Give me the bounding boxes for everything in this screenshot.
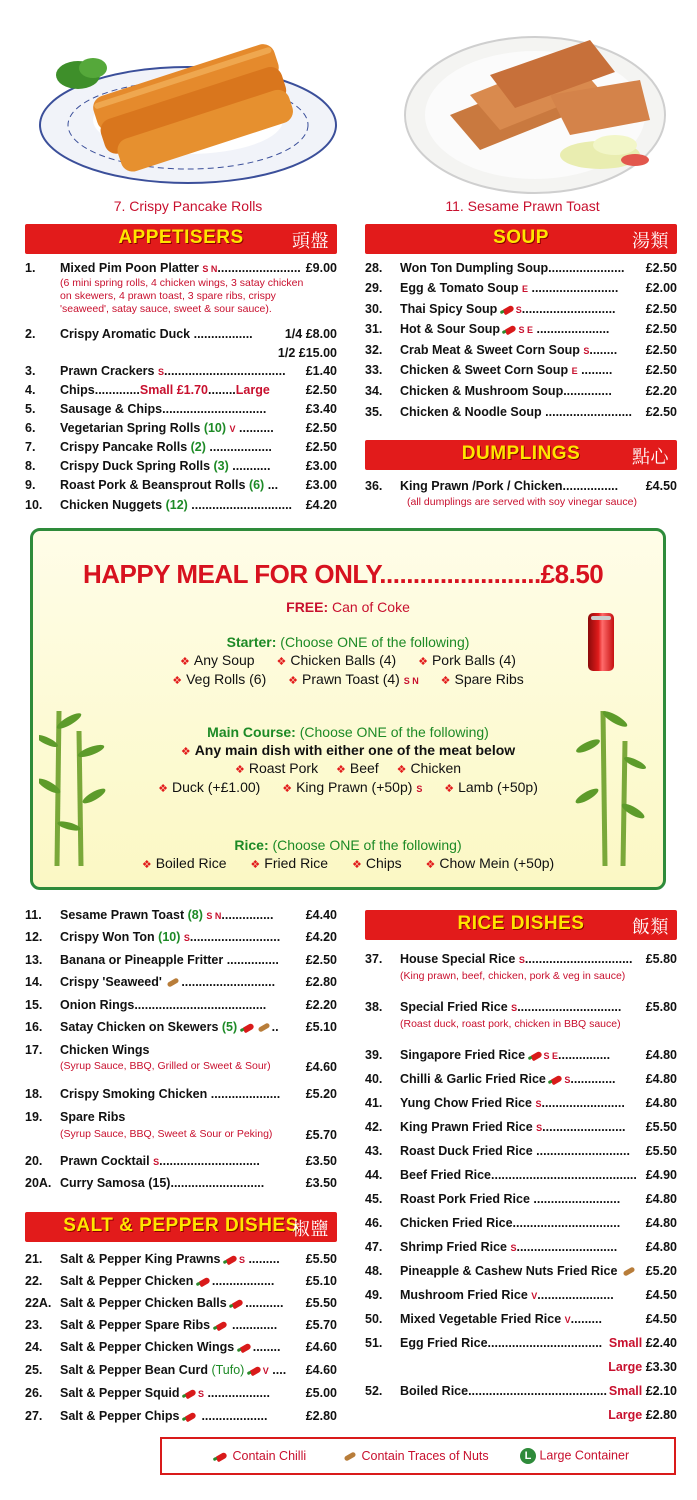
item-number: 19. [25,1110,43,1124]
item-number: 31. [365,322,383,336]
item-number: 24. [25,1340,43,1354]
item-price: £2.50 [645,302,677,316]
item-price: £4.20 [305,930,337,944]
starter-hint: (Choose ONE of the following) [280,634,470,650]
chilli-icon [184,1411,197,1422]
item-number: 20A. [25,1176,52,1190]
option: Prawn Toast (4) [302,671,400,687]
size-label: Small [608,1336,643,1350]
tag-badge: E [522,284,529,294]
item-name: Spare Ribs [60,1110,126,1124]
chilli-icon [215,1320,228,1331]
item-number: 3. [25,364,36,378]
soup-chinese: 湯類 [632,231,669,251]
salt-pepper-header [25,1212,337,1242]
item-name: Crispy Duck Spring Rolls [60,459,211,473]
item-name: Crispy Aromatic Duck [60,327,191,341]
option: Lamb (+50p) [458,779,538,795]
option: Spare Ribs [454,671,524,687]
item-name: Chicken Wings [60,1043,150,1057]
item-number: 39. [365,1048,383,1062]
item-note: (King prawn, beef, chicken, pork & veg in sauce) [400,970,626,982]
nut-icon [257,1023,270,1033]
item-name: House Special Rice [400,952,516,966]
item-name: Pineapple & Cashew Nuts Fried Rice [400,1264,618,1278]
item-price: £2.50 [305,440,337,454]
option: Duck (+£1.00) [171,779,261,795]
chilli-icon [249,1365,262,1376]
item-number: 33. [365,363,383,377]
chilli-icon [239,1342,252,1353]
item-name: Shrimp Fried Rice [400,1240,507,1254]
item-name: Mixed Pim Poon Platter [60,261,199,275]
item-number: 25. [25,1363,43,1377]
item-number: 30. [365,302,383,316]
item-price: £5.00 [305,1386,337,1400]
sesame-prawn-toast-photo [400,20,670,195]
tag-badge: S [518,955,525,965]
item-number: 36. [365,479,383,493]
item-name: Salt & Pepper Chips [60,1409,180,1423]
item-qty: (8) [187,908,203,922]
item-note: (Syrup Sauce, BBQ, Grilled or Sweet & Sour) [60,1060,271,1072]
item-note: (Syrup Sauce, BBQ, Sweet & Sour or Peking) [60,1128,273,1140]
item-name: Crispy Pancake Rolls [60,440,188,454]
crispy-pancake-rolls-photo [38,20,338,195]
item-price: £4.60 [305,1060,337,1074]
item-qty: (2) [190,440,206,454]
salt-pepper-list: 21. Salt & Pepper King Prawns S ......... £5.50 22. Salt & Pepper Chicken .................. £5.10 22A. Salt & Pepper Chicken Balls ........... £5.50 23. Salt & Pepper Spare Ribs ............. £5.70 24. Salt & Pepper Chicken Wings ........ £4.60 25. Salt & Pepper Bean Curd (Tufo) V .... £4.60 26. Salt & Pepper Squid S .................. £5.00 27. Salt & Pepper Chips ................... £2.80 [25,1252,337,1423]
item-name: Prawn Cocktail [60,1154,150,1168]
item-price: £4.80 [645,1048,677,1062]
item-qty: (10) [158,930,181,944]
item-price: £2.50 [645,322,677,336]
rice-dishes-chinese: 飯類 [632,917,669,937]
item-number: 14. [25,975,43,989]
item-name: Crab Meat & Sweet Corn Soup [400,343,580,357]
item-name: Boiled Rice [400,1384,469,1398]
main-course-desc: Any main dish with either one of the meat below [194,742,516,758]
item-number: 20. [25,1154,43,1168]
item-price: £4.50 [645,479,677,493]
item-price: £2.50 [645,363,677,377]
tag-badge: S [535,1099,542,1109]
rice-label: Rice: [234,837,269,853]
salt-pepper-title: SALT & PEPPER DISHES [63,1215,299,1236]
item-price: £5.10 [305,1020,337,1034]
tag-badge: V [229,424,236,434]
item-name: Crispy Smoking Chicken [60,1087,208,1101]
item-number: 40. [365,1072,383,1086]
item-price: £2.20 [305,998,337,1012]
item-name: Prawn Crackers [60,364,155,378]
item-number: 22A. [25,1296,52,1310]
item-qty: (10) [203,421,227,435]
dumplings-title: DUMPLINGS [461,443,581,464]
item-name: Curry Samosa (15) [60,1176,171,1190]
main-course-heading [33,724,663,740]
item-number: 18. [25,1087,43,1101]
item-note: (6 mini spring rolls, 4 chicken wings, 3 satay chicken on skewers, 4 prawn toast, 3 spare ribs, crispy 'seaweed', satay sauce, sweet & sour sauce). [60,277,304,315]
item-price: £4.60 [305,1340,337,1354]
item-name: Onion Rings [60,998,135,1012]
item-number: 35. [365,405,383,419]
item-name: Satay Chicken on Skewers [60,1020,219,1034]
size-label: Large [608,1408,643,1422]
tag-badge: E [571,366,578,376]
item-number: 47. [365,1240,383,1254]
free-label: FREE: [286,599,329,615]
item-name: Salt & Pepper Chicken Wings [60,1340,235,1354]
main-course-label: Main Course: [207,724,296,740]
item-name: Salt & Pepper Chicken Balls [60,1296,227,1310]
item-number: 23. [25,1318,43,1332]
main-course-line: ❖ Any main dish with either one of the meat below [180,742,516,758]
item-number: 4. [25,383,36,397]
right-photo-caption: 11. Sesame Prawn Toast [445,198,600,214]
item-number: 48. [365,1264,383,1278]
item-price: £3.30 [645,1360,677,1374]
item-number: 27. [25,1409,43,1423]
item-number: 9. [25,478,36,492]
left-photo-caption: 7. Crispy Pancake Rolls [113,198,263,214]
option: Chicken [410,760,462,776]
happy-meal-box [30,528,666,890]
item-number: 26. [25,1386,43,1400]
item-name: Crispy Won Ton [60,930,155,944]
chilli-icon [225,1254,238,1265]
item-price: £2.10 [645,1384,677,1398]
item-price: £2.50 [645,343,677,357]
tag-badge: S [197,1389,204,1399]
item-name: Crispy 'Seaweed' [60,975,162,989]
item-qty: (5) [221,1020,238,1034]
item-price: £2.40 [645,1336,677,1350]
option: Fried Rice [264,855,329,871]
tag-badge: S N [403,676,419,686]
rice-heading [33,837,663,853]
salt-pepper-chinese: 椒鹽 [292,1219,329,1239]
soup-title: SOUP [493,227,549,248]
tag-badge: S [416,784,423,794]
item-number: 42. [365,1120,383,1134]
item-price: £5.70 [305,1128,337,1142]
item-number: 46. [365,1216,383,1230]
item-name: Salt & Pepper Chicken [60,1274,194,1288]
item-price: £5.20 [645,1264,677,1278]
item-price: £5.20 [305,1087,337,1101]
tag-badge: V [564,1315,571,1325]
tag-badge: S [511,1003,518,1013]
item-price: £4.80 [645,1216,677,1230]
item-name: Hot & Sour Soup [400,322,500,336]
item-name: Egg Fried Rice [400,1336,488,1350]
dumplings-header [365,440,677,470]
item-name: King Prawn /Pork / Chicken [400,479,563,493]
item-number: 2. [25,327,36,341]
starter-options-row1: ❖ Any Soup ❖ Chicken Balls (4) ❖ Pork Balls (4) [180,652,516,668]
item-price: £2.50 [645,261,677,275]
item-note: (Roast duck, roast pork, chicken in BBQ sauce) [400,1018,621,1030]
tag-badge: S E [518,325,533,335]
tag-badge: S N [202,264,218,274]
legend-box [160,1437,676,1475]
tag-badge: S [583,346,590,356]
chilli-icon [505,324,518,335]
chilli-icon [215,1451,228,1462]
rice-dishes-title: RICE DISHES [457,913,585,934]
item-price: £15.00 [298,346,337,360]
item-price: £8.00 [305,327,337,341]
item-price: £2.20 [645,384,677,398]
rice-dishes-header [365,910,677,940]
chilli-icon [231,1298,244,1309]
item-price: £2.80 [305,975,337,989]
size-label: 1/2 [277,346,296,360]
item-name: Egg & Tomato Soup [400,281,519,295]
item-name: Salt & Pepper Bean Curd [60,1363,208,1377]
rice-options-row: ❖ Boiled Rice ❖ Fried Rice ❖ Chips ❖ Chow Mein (+50p) [141,855,555,871]
dumplings-chinese: 點心 [632,447,669,467]
tag-badge: S [183,933,190,943]
item-price: £1.40 [305,364,337,378]
item-name: Thai Spicy Soup [400,302,498,316]
item-price: £4.90 [645,1168,677,1182]
tag-badge: S [510,1243,517,1253]
item-name: Chicken & Mushroom Soup [400,384,564,398]
item-price: £3.50 [305,1154,337,1168]
item-number: 15. [25,998,43,1012]
main-course-hint: (Choose ONE of the following) [299,724,489,740]
legend-chilli: Contain Chilli [232,1449,307,1463]
item-name: Beef Fried Rice [400,1168,492,1182]
item-number: 11. [25,908,42,922]
item-price: £4.60 [305,1363,337,1377]
item-name: Roast Pork Fried Rice [400,1192,530,1206]
legend-nuts: Contain Traces of Nuts [361,1449,489,1463]
item-name: Salt & Pepper Spare Ribs [60,1318,211,1332]
item-number: 52. [365,1384,383,1398]
size-label: Large [608,1360,643,1374]
item-number: 32. [365,343,383,357]
item-name: Chilli & Garlic Fried Rice [400,1072,546,1086]
starter-heading [33,634,663,650]
chilli-icon [551,1074,564,1085]
item-name: Chips [60,383,95,397]
item-price: £5.50 [305,1252,337,1266]
option: King Prawn (+50p) [296,779,413,795]
tag-badge: S [564,1075,571,1085]
item-name: King Prawn Fried Rice [400,1120,533,1134]
more-appetisers-list: 11. Sesame Prawn Toast (8) S N............... £4.40 12. Crispy Won Ton (10) S.......................... £4.20 13. Banana or Pineapple Fritter ............... £2.50 14. Crispy 'Seaweed' ........................... £2.80 15. Onion Rings...................................... £2.20 16. Satay Chicken on Skewers (5) .. £5.10 17. Chicken Wings (Syrup Sauce, BBQ, Grilled or Sweet & Sour) £4.60 18. Crispy Smoking Chicken .................... £5.20 19. Spare Ribs (Syrup Sauce, BBQ, Sweet & Sour or Peking) £5.70 20. Prawn Cocktail S............................. £3.50 20A. Curry Samosa (15)........................... £3.50 [25,908,337,1190]
item-qty: (3) [213,459,229,473]
item-number: 10. [25,498,43,512]
item-name: Special Fried Rice [400,1000,508,1014]
item-price: £4.40 [305,908,337,922]
item-price: £2.50 [305,383,337,397]
item-number: 50. [365,1312,383,1326]
tag-badge: S [158,367,165,377]
item-number: 51. [365,1336,383,1350]
item-number: 28. [365,261,383,275]
option: Roast Pork [248,760,319,776]
dumplings-list: 36. King Prawn /Pork / Chicken................ £4.50 (all dumplings are served with soy vinegar sauce) [365,479,677,508]
item-number: 21. [25,1252,43,1266]
chilli-icon [198,1276,211,1287]
item-name: Chicken & Sweet Corn Soup [400,363,569,377]
item-number: 45. [365,1192,383,1206]
starter-options-row2: ❖ Veg Rolls (6) ❖ Prawn Toast (4) S N ❖ Spare Ribs [172,671,524,687]
item-number: 22. [25,1274,43,1288]
item-name: Banana or Pineapple Fritter [60,953,224,967]
item-qty: (6) [248,478,265,492]
item-price: £2.80 [645,1408,677,1422]
item-name: Chicken & Noodle Soup [400,405,542,419]
item-price: £3.50 [305,1176,337,1190]
item-name: Chicken Fried Rice [400,1216,513,1230]
item-number: 6. [25,421,36,435]
appetisers-title: APPETISERS [118,227,244,248]
option: Chow Mein (+50p) [439,855,555,871]
item-name: Sesame Prawn Toast [60,908,185,922]
legend-large: Large Container [539,1448,630,1463]
item-name: Mixed Vegetable Fried Rice [400,1312,562,1326]
item-price: £5.50 [305,1296,337,1310]
soup-list: 28. Won Ton Dumpling Soup...................... £2.50 29. Egg & Tomato Soup E ......................... £2.00 30. Thai Spicy Soup S........................... £2.50 31. Hot & Sour Soup S E ..................... £2.50 32. Crab Meat & Sweet Corn Soup S........ £2.50 33. Chicken & Sweet Corn Soup E ......... £2.50 34. Chicken & Mushroom Soup.............. £2.20 35. Chicken & Noodle Soup ......................... £2.50 [365,261,677,419]
chilli-icon [530,1050,543,1061]
item-price: £5.50 [645,1120,677,1134]
item-price: £5.80 [645,952,677,966]
tag-badge: V [531,1291,538,1301]
item-qty: (Tufo) [211,1363,245,1377]
item-number: 1. [25,261,36,275]
option: Pork Balls (4) [431,652,516,668]
item-name: Chicken Nuggets [60,498,163,512]
item-price: £4.50 [645,1288,677,1302]
item-price: £3.00 [305,459,337,473]
nut-icon [344,1452,357,1462]
appetisers-chinese: 頭盤 [292,231,329,251]
item-name: Won Ton Dumpling Soup [400,261,549,275]
item-price: £2.50 [305,421,337,435]
item-price: £3.00 [305,478,337,492]
item-price: £4.50 [645,1312,677,1326]
item-price: £5.50 [645,1144,677,1158]
item-number: 37. [365,952,383,966]
item-price: £2.00 [645,281,677,295]
appetisers-list: 1. Mixed Pim Poon Platter S N........................ £9.00 (6 mini spring rolls, 4 chicken wings, 3 satay chicken on skewers, 4 prawn toast, 3 spare ribs, crispy 'seaweed', satay sauce, sweet & sour sauce). 2. Crispy Aromatic Duck ................. 1/4 £8.00 1/2 £15.00 3. Prawn Crackers S................................... £1.40 4. Chips.............Small £1.70........Large £2.50 5. Sausage & Chips.............................. £3.40 6. Vegetarian Spring Rolls (10) V .......... £2.50 7. Crispy Pancake Rolls (2) .................. £2.50 8. Crispy Duck Spring Rolls (3) ........... £3.00 9. Roast Pork & Beansprout Rolls (6) ... £3.00 10. Chicken Nuggets (12) ............................. £4.20 [25,261,337,512]
item-number: 41. [365,1096,383,1110]
item-name: Roast Duck Fried Rice [400,1144,533,1158]
item-price: £5.80 [645,1000,677,1014]
item-note: (all dumplings are served with soy vinegar sauce) [407,496,637,508]
item-price: £9.00 [305,261,337,275]
free-value: Can of Coke [332,599,410,615]
option: Beef [349,760,379,776]
item-number: 44. [365,1168,383,1182]
tag-badge: S N [206,911,222,921]
item-name: Mushroom Fried Rice [400,1288,528,1302]
rice-dishes-list: 37. House Special Rice S............................... £5.80 (King prawn, beef, chicken, pork & veg in sauce) 38. Special Fried Rice S.............................. £5.80 (Roast duck, roast pork, chicken in BBQ sauce) 39. Singapore Fried Rice S E............... £4.80 40. Chilli & Garlic Fried Rice S............. £4.80 41. Yung Chow Fried Rice S........................ £4.80 42. King Prawn Fried Rice S........................ £5.50 43. Roast Duck Fried Rice ........................... £5.50 44. Beef Fried Rice.......................................... £4.90 45. Roast Pork Fried Rice ......................... £4.80 46. Chicken Fried Rice............................... £4.80 47. Shrimp Fried Rice S............................. £4.80 48. Pineapple & Cashew Nuts Fried Rice £5.20 49. Mushroom Fried Rice V...................... £4.50 50. Mixed Vegetable Fried Rice V......... £4.50 51. Egg Fried Rice................................. Small £2.40 Large £3.30 52. Boiled Rice........................................ Small £2.10 Large £2.80 [365,952,677,1427]
tag-badge: S [536,1123,543,1133]
size-label: Small [608,1384,643,1398]
item-name: Yung Chow Fried Rice [400,1096,532,1110]
chilli-icon [502,304,515,315]
item-price: £2.50 [305,953,337,967]
item-number: 13. [25,953,43,967]
nut-icon [622,1267,635,1277]
item-number: 5. [25,402,36,416]
item-name: Vegetarian Spring Rolls [60,421,201,435]
item-price: £2.80 [305,1409,337,1423]
option: Boiled Rice [155,855,227,871]
item-name: Salt & Pepper Squid [60,1386,180,1400]
option: Chips [365,855,402,871]
soup-header [365,224,677,254]
item-price: £4.20 [305,498,337,512]
main-options-row1: ❖ Roast Pork ❖ Beef ❖ Chicken [234,760,462,776]
tag-badge: S [153,1157,160,1167]
option: Any Soup [193,652,255,668]
item-name: Roast Pork & Beansprout Rolls [60,478,246,492]
small-price: Small £1.70 [139,383,208,397]
item-number: 16. [25,1020,43,1034]
item-name: Salt & Pepper King Prawns [60,1252,221,1266]
item-number: 7. [25,440,36,454]
option: Veg Rolls (6) [186,671,267,687]
tag-badge: S [238,1255,245,1265]
item-number: 12. [25,930,43,944]
item-price: £5.10 [305,1274,337,1288]
rice-hint: (Choose ONE of the following) [272,837,462,853]
large-label: Large [235,383,270,397]
item-number: 49. [365,1288,383,1302]
item-price: £3.40 [305,402,337,416]
tag-badge: S [515,305,522,315]
item-name: Singapore Fried Rice [400,1048,526,1062]
item-number: 8. [25,459,36,473]
item-number: 43. [365,1144,383,1158]
free-line [33,599,663,615]
item-price: £4.80 [645,1072,677,1086]
item-price: £5.70 [305,1318,337,1332]
item-price: £4.80 [645,1240,677,1254]
starter-label: Starter: [226,634,277,650]
item-number: 38. [365,1000,383,1014]
item-number: 17. [25,1043,43,1057]
size-label: 1/4 [284,327,303,341]
nut-icon [167,978,180,988]
happy-meal-title: HAPPY MEAL FOR ONLY........................£8.50 [83,559,604,589]
item-price: £4.80 [645,1096,677,1110]
appetisers-header [25,224,337,254]
item-price: £2.50 [645,405,677,419]
item-name: Sausage & Chips [60,402,163,416]
large-container-icon: L [520,1448,536,1464]
tag-badge: S E [543,1051,559,1061]
item-number: 34. [365,384,383,398]
main-options-row2: ❖ Duck (+£1.00) ❖ King Prawn (+50p) S ❖ Lamb (+50p) [158,779,538,795]
chilli-icon [242,1022,255,1033]
tag-badge: V [262,1366,269,1376]
item-qty: (12) [165,498,188,512]
option: Chicken Balls (4) [290,652,397,668]
chilli-icon [184,1388,197,1399]
item-price: £4.80 [645,1192,677,1206]
item-number: 29. [365,281,383,295]
